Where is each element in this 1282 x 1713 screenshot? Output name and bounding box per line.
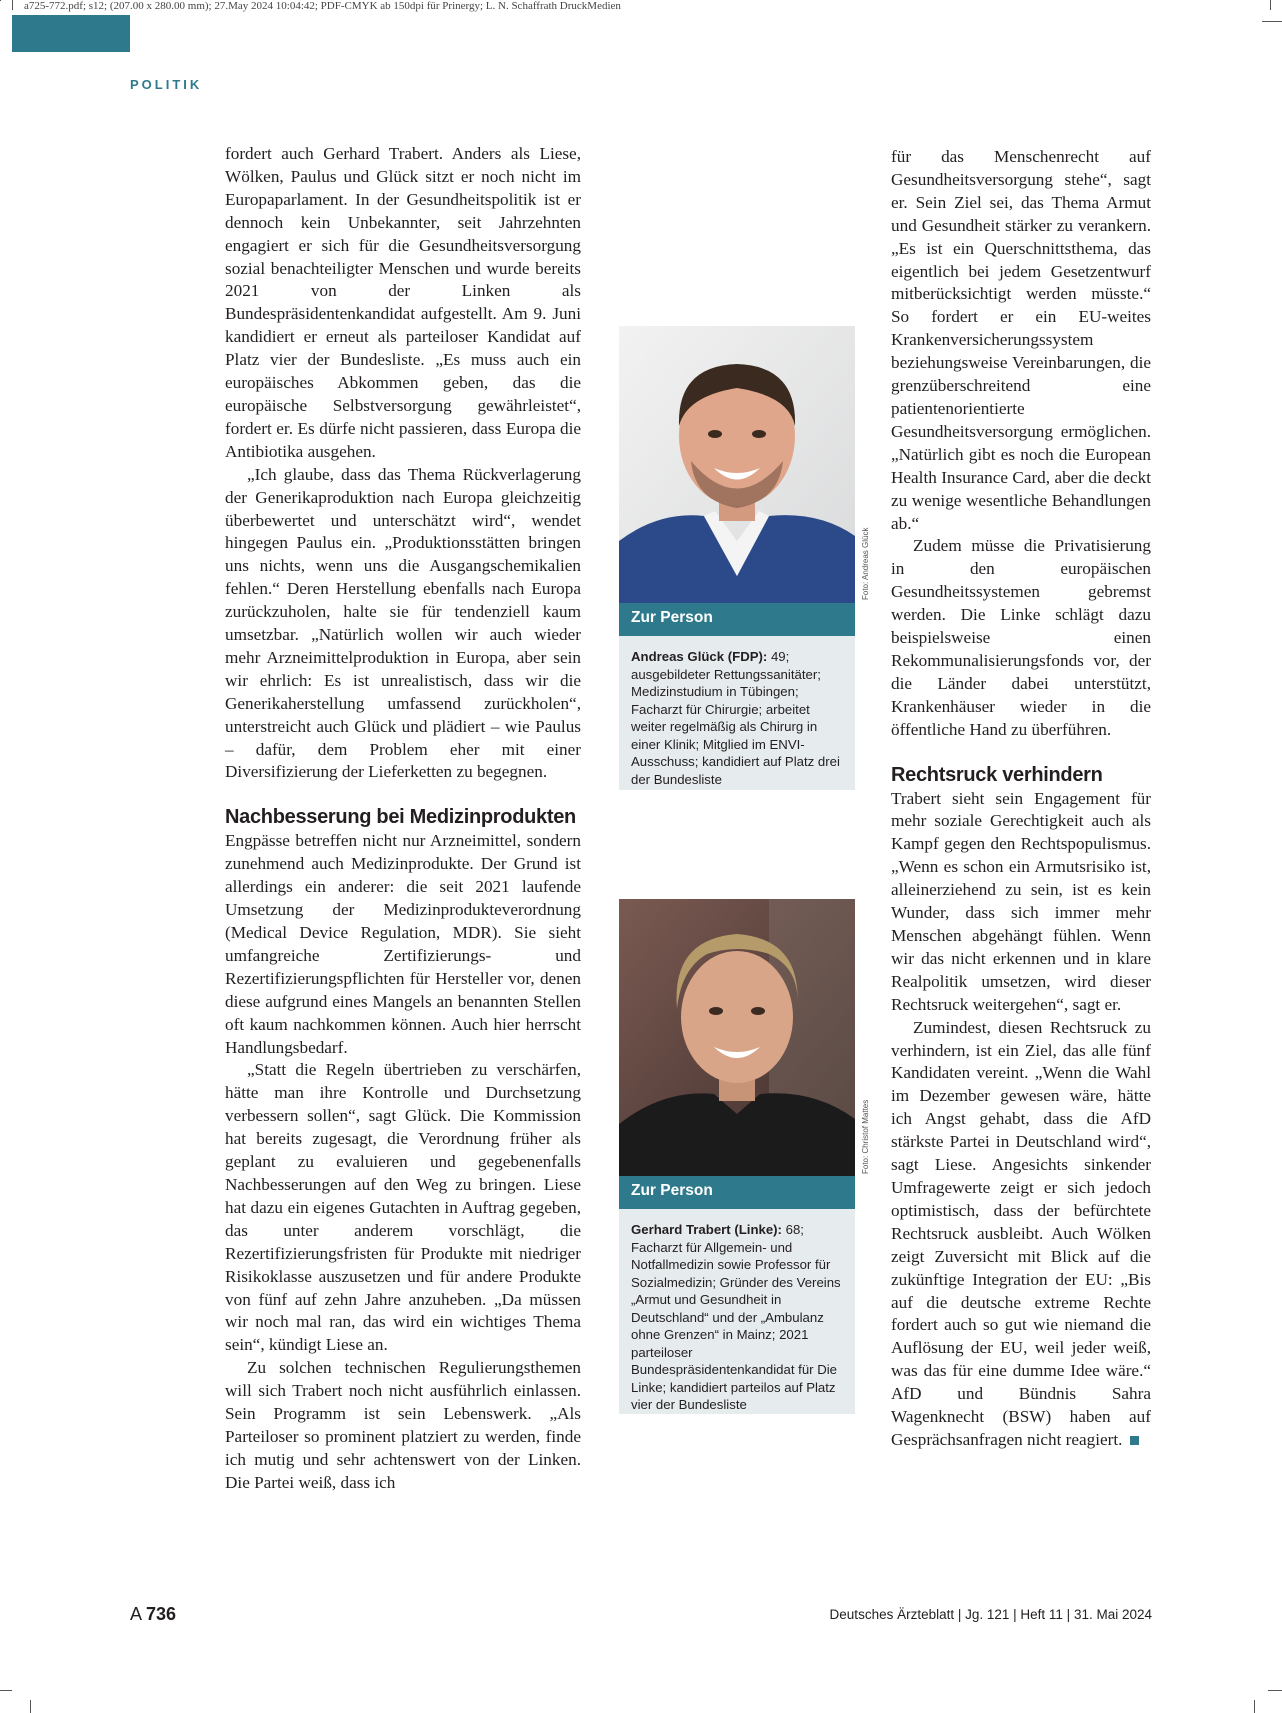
paragraph: [891, 1017, 1151, 1452]
paragraph: für das Menschenrecht auf Gesundheitsversorgung stehe“, sagt er. Sein Ziel sei, das Thema Armut und Gesundheit stärker zu verankern. „Es ist ein Querschnittsthema, das eigentlich bei jedem Gesetzentwurf mitberücksichtigt werden müsste.“ So fordert er ein EU-weites Krankenversicherungssystem beziehungsweise Vereinbarungen, die grenzüberschreitend eine patientenorientierte Gesundheitsversorgung ermöglichen. „Natürlich gibt es noch die European Health Insurance Card, aber die deckt zu wenige wesentliche Behandlungen ab.“: [891, 147, 1151, 533]
crop-mark: [0, 1690, 12, 1691]
subheading: Nachbesserung bei Medizinprodukten: [225, 806, 576, 829]
crop-mark: [30, 1700, 31, 1713]
crop-mark: [1262, 21, 1282, 22]
paragraph: fordert auch Gerhard Trabert. Anders als Liese, Wölken, Paulus und Glück sitzt er noch nicht im Europaparlament. In der Gesundheitspolitik ist er dennoch kein Unbekannter, seit Jahrzehnten engagiert er sich für die Gesundheitsversorgung sozial benachteiligter Menschen und wurde bereits 2021 von der Linken als Bundespräsidentenkandidat aufgestellt. Am 9. Juni kandidiert er erneut als parteiloser Kandidat auf Platz vier der Bundesliste. „Es muss auch ein europäisches Abkommen geben, das die europäische Selbstversorgung gewährleistet“, fordert er. Es dürfe nicht passieren, dass Europa die Antibiotika ausgehen.: [225, 144, 581, 461]
info-box-body: [619, 1209, 855, 1414]
crop-mark: [1254, 1700, 1255, 1713]
page-number: [130, 1604, 176, 1625]
crop-mark: [1270, 0, 1271, 10]
person-details: 68; Facharzt für Allgemein- und Notfallmedizin sowie Professor für Sozialmedizin; Gründer des Vereins „Armut und Gesundheit in Deutschland“ und der „Ambulanz ohne Grenzen“ in Mainz; 2021 parteiloser Bundespräsidentenkandidat für Die Linke; kandidiert parteilos auf Platz vier der Bundesliste: [631, 1222, 841, 1412]
info-box-heading: Zur Person: [619, 603, 855, 636]
section-color-bar: [12, 15, 130, 52]
photo-credit: Foto: Christof Mattes: [861, 1099, 870, 1174]
right-column: [891, 146, 1151, 1452]
paragraph: Engpässe betreffen nicht nur Arzneimittel, sondern zunehmend auch Medizinprodukte. Der Grund ist allerdings ein anderer: die seit 2021 laufende Umsetzung der Medizinprodukteverordnung (Medical Device Regulation, MDR). Sie sieht umfangreiche Zertifizierungs- und Rezertifizierungspflichten für Hersteller vor, denen diese aufgrund eines Mangels an benannten Stellen oft kaum nachkommen können. Auch hier herrscht Handlungsbedarf.: [225, 831, 581, 1057]
person-name: Andreas Glück (FDP):: [631, 649, 768, 664]
end-mark-icon: [1130, 1436, 1139, 1445]
portrait-illustration: [619, 899, 855, 1176]
person-details: 49; ausgebildeter Rettungssanitäter; Medizinstudium in Tübingen; Facharzt für Chirurgie; arbeitet weiter regelmäßig als Chirurg in einer Klinik; Mitglied im ENVI-Ausschuss; kandidiert auf Platz drei der Bundesliste: [631, 649, 840, 787]
section-label: POLITIK: [130, 77, 203, 92]
paragraph: „Ich glaube, dass das Thema Rückverlagerung der Generikaproduktion nach Europa gleichzeitig überbewertet und unterschätzt wird“, wendet hingegen Paulus ein. „Produktionsstätten bringen uns nichts, wenn uns die Ausgangschemikalien fehlen.“ Deren Herstellung ebenfalls nach Europa zurückzuholen, halte sie für tendenziell kaum umsetzbar. „Natürlich wollen wir auch wieder mehr Arzneimittelproduktion in Europa, aber sein wir ehrlich: Es ist unrealistisch, dass wir die Generikaherstellung umfassend zurückholen“, unterstreicht auch Glück und plädiert – wie Paulus – dafür, dem Problem eher mit einer Diversifizierung der Lieferketten zu begegnen.: [225, 464, 581, 782]
portrait-photo-gerhard-trabert: [619, 899, 855, 1176]
print-header: a725-772.pdf; s12; (207.00 x 280.00 mm); 27.May 2024 10:04:42; PDF-CMYK ab 150dpi für Prinergy; L. N. Schaffrath DruckMedien: [24, 0, 621, 12]
portrait-illustration: [619, 326, 855, 603]
paragraph: „Statt die Regeln übertrieben zu verschärfen, hätte man ihre Kontrolle und Durchsetzung verbessern sollen“, sagt Glück. Die Kommission hat bereits zugesagt, die Verordnung früher als geplant zu evaluieren und gegebenenfalls Nachbesserungen auf den Weg zu bringen. Liese hat dazu ein eigenes Gutachten in Auftrag gegeben, das unter anderem vorschlägt, die Rezertifizierungsfristen für Produkte mit niedriger Risikoklasse auszusetzen und für andere Produkte von fünf auf zehn Jahre anzuheben. „Da müssen wir noch mal ran, das wird ein wichtiges Thema sein“, kündigt Liese an.: [225, 1060, 581, 1355]
portrait-photo-andreas-glueck: [619, 326, 855, 603]
crop-mark: [12, 0, 13, 10]
page-prefix: A: [130, 1604, 142, 1624]
left-column: [225, 143, 581, 1495]
info-box-body: [619, 636, 855, 790]
info-box-heading: Zur Person: [619, 1176, 855, 1209]
paragraph: Trabert sieht sein Engagement für mehr soziale Gerechtigkeit auch als Kampf gegen den Rechtspopulismus. „Wenn es schon ein Armutsrisiko ist, alleinerziehend zu sein, ist es kein Wunder, dass sich immer mehr Menschen abgehängt fühlen. Wenn wir das nicht erkennen und in klare Realpolitik umsetzen, wird dieser Rechtsruck weitergehen“, sagt er.: [891, 788, 1151, 1014]
person-name: Gerhard Trabert (Linke):: [631, 1222, 782, 1237]
paragraph: Zudem müsse die Privatisierung in den europäischen Gesundheitssystemen gebremst werden. Die Linke schlägt dazu beispielsweise einen Rekommunalisierungsfonds vor, der die Länder dabei unterstützt, Krankenhäuser wieder in die öffentliche Hand zu überführen.: [891, 536, 1151, 739]
photo-credit: Foto: Andreas Glück: [861, 527, 870, 600]
crop-mark: [0, 0, 1, 1]
journal-citation: Deutsches Ärzteblatt | Jg. 121 | Heft 11 | 31. Mai 2024: [829, 1607, 1152, 1622]
page-number-value: 736: [146, 1604, 177, 1624]
crop-mark: [1268, 1690, 1282, 1691]
paragraph-text: Zumindest, diesen Rechtsruck zu verhindern, ist ein Ziel, das alle fünf Kandidaten vereint. „Wenn die Wahl im Dezember gewesen wäre, hätte ich Angst gehabt, dass die AfD stärkste Partei in Deutschland wird“, sagt Liese. Angesichts sinkender Umfragewerte zeigt er sich jedoch optimistisch, dass der befürchtete Rechtsruck ausbleibt. Auch Wölken zeigt Zuversicht mit Blick auf die zukünftige Integration der EU: „Bis auf die deutsche extreme Rechte fordert auch so gut wie niemand die Auflösung der EU, weil jeder weiß, was das für eine dumme Idee wäre.“ AfD und Bündnis Sahra Wagenknecht (BSW) haben auf Gesprächsanfragen nicht reagiert.: [891, 1017, 1151, 1449]
paragraph: Zu solchen technischen Regulierungsthemen will sich Trabert noch nicht ausführlich einlassen. Sein Programm ist sein Lebenswerk. „Als Parteiloser so prominent platziert zu werden, finde ich mutig und sehr achtenswert von der Linken. Die Partei weiß, dass ich: [225, 1358, 581, 1492]
subheading: Rechtsruck verhindern: [891, 763, 1103, 786]
